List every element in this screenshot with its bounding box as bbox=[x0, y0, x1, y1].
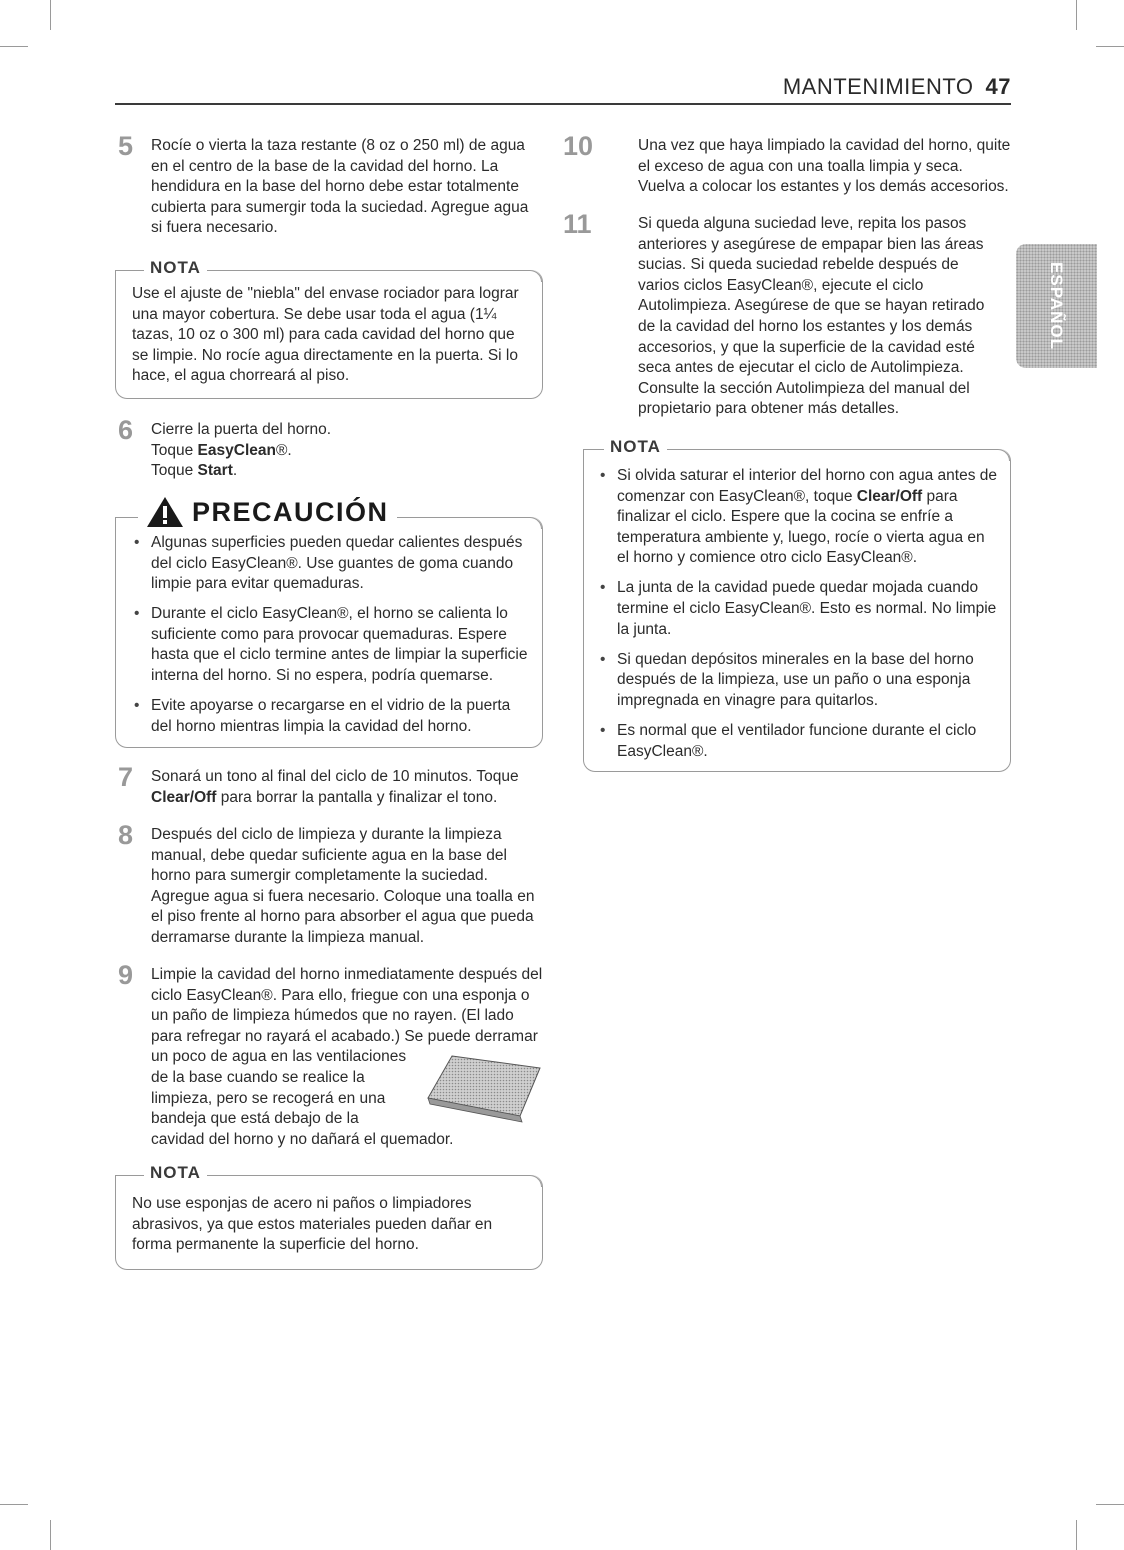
step-text: Una vez que haya limpiado la cavidad del horno, quite el exceso de agua con una toalla limpia y seca. Vuelva a colocar los estantes y los demás accesorios. bbox=[638, 137, 1011, 196]
caution-title-wrap bbox=[138, 495, 397, 529]
step-line: bandeja que está debajo de la bbox=[151, 1110, 359, 1128]
note-corner bbox=[998, 449, 1010, 461]
crop-mark bbox=[0, 46, 28, 47]
text-run: ®. bbox=[275, 441, 292, 459]
header-rule bbox=[115, 103, 1011, 105]
caution-item: • Durante el ciclo EasyClean®, el horno se calienta lo suficiente como para provocar quemaduras. Espere hasta que el ciclo termine antes de limpiar la superficie interna del horno. Si no espera, podría quemarse. bbox=[134, 604, 532, 686]
note-box bbox=[115, 258, 543, 399]
note-box bbox=[115, 1163, 543, 1270]
language-tab bbox=[1016, 244, 1097, 368]
note-text: Use el ajuste de "niebla" del envase rociador para lograr una mayor cobertura. Se debe usar toda el agua (1¼ tazas, 10 oz o 300 ml) para cada cavidad del horno que se limpie. No rocíe agua directamente en la puerta. Si lo hace, el agua chorreará al piso. bbox=[132, 285, 519, 385]
note-title: NOTA bbox=[144, 1163, 207, 1183]
crop-mark bbox=[0, 1504, 28, 1505]
crop-mark bbox=[50, 0, 51, 30]
note-item: • Si quedan depósitos minerales en la base del horno después de la limpieza, use un paño o una esponja impregnada en vinagre para quitarlos. bbox=[600, 650, 998, 712]
text-run: Si olvida saturar el interior del horno con agua antes de comenzar con EasyClean®, toque bbox=[617, 467, 997, 505]
section-title: MANTENIMIENTO bbox=[782, 74, 974, 99]
text-run: . bbox=[232, 462, 238, 480]
note-header bbox=[116, 1163, 542, 1187]
text-run: Sonará un tono al final del ciclo de 10 minutos. Toque bbox=[151, 768, 519, 785]
step-number: 9 bbox=[118, 960, 134, 990]
note-text: No use esponjas de acero ni paños o limpiadores abrasivos, ya que estos materiales pueden dañar en forma permanente la superficie del horno. bbox=[132, 1195, 493, 1254]
step-line: Cierre la puerta del horno. bbox=[151, 421, 332, 438]
note-item bbox=[600, 466, 998, 569]
step-text: Rocíe o vierta la taza restante (8 oz o 250 ml) de agua en el centro de la base de la cavidad del horno. La hendidura en la base del horno debe estar totalmente cubierta para sumergir toda la suciedad. Agregue agua si fuera necesario. bbox=[151, 137, 529, 237]
note-item: • La junta de la cavidad puede quedar mojada cuando termine el ciclo EasyClean®. Esto es normal. No limpie la junta. bbox=[600, 578, 998, 640]
step-line bbox=[151, 461, 543, 482]
step-8 bbox=[118, 820, 543, 949]
step-line: un poco de agua en las ventilaciones bbox=[151, 1048, 407, 1066]
step-text bbox=[151, 767, 543, 808]
step-line: cavidad del horno y no dañará el quemador. bbox=[151, 1130, 454, 1148]
caution-list bbox=[134, 533, 532, 747]
caution-item: • Algunas superficies pueden quedar calientes después del ciclo EasyClean®. Use guantes de goma cuando limpie para evitar quemaduras. bbox=[134, 533, 532, 595]
sponge-illustration bbox=[424, 1052, 542, 1124]
step-text: Después del ciclo de limpieza y durante la limpieza manual, debe quedar suficiente agua en la base del horno para sumergir completamente la suciedad. Agregue agua si fuera necesario. Coloque una toalla en el piso frente al horno para absorber el agua que pueda derramarse durante la limpieza manual. bbox=[151, 826, 535, 946]
step-5 bbox=[118, 131, 543, 239]
step-11 bbox=[563, 209, 1013, 420]
step-number: 11 bbox=[563, 209, 592, 239]
caution-item: • Evite apoyarse o recargarse en el vidrio de la puerta del horno mientras limpia la cavidad del horno. bbox=[134, 696, 532, 737]
crop-mark bbox=[1076, 1520, 1077, 1550]
step-line bbox=[151, 441, 543, 462]
note-item: • Es normal que el ventilador funcione durante el ciclo EasyClean®. bbox=[600, 721, 998, 762]
text-run: para finalizar el ciclo. Espere que la cocina se enfríe a temperatura ambiente y, luego, rocíe o vierta agua en el horno y comience otro ciclo EasyClean®. bbox=[617, 487, 985, 567]
page-number: 47 bbox=[985, 74, 1011, 99]
language-tab-label: ESPAÑOL bbox=[1047, 262, 1066, 350]
text-run: para borrar la pantalla y finalizar el tono. bbox=[216, 788, 498, 806]
clear-off-label: Clear/Off bbox=[856, 487, 923, 505]
note-corner bbox=[530, 1175, 542, 1187]
step-7 bbox=[118, 762, 543, 808]
note-title: NOTA bbox=[604, 437, 667, 457]
step-number: 5 bbox=[118, 131, 134, 161]
warning-icon bbox=[146, 495, 184, 529]
crop-mark bbox=[1096, 1504, 1124, 1505]
caution-corner bbox=[530, 517, 542, 529]
step-number: 7 bbox=[118, 762, 134, 792]
text-run: Toque bbox=[151, 441, 198, 459]
crop-mark bbox=[1076, 0, 1077, 30]
note-box bbox=[583, 437, 1011, 772]
note-header bbox=[584, 437, 1010, 461]
step-10 bbox=[563, 131, 1013, 198]
step-text bbox=[151, 420, 543, 482]
caution-box bbox=[115, 496, 543, 748]
crop-mark bbox=[1096, 46, 1124, 47]
note-header bbox=[116, 258, 542, 282]
step-line: de la base cuando se realice la bbox=[151, 1068, 365, 1086]
step-line: limpieza, pero se recogerá en una bbox=[151, 1089, 386, 1107]
text-run: Toque bbox=[151, 462, 198, 480]
step-text: Si queda alguna suciedad leve, repita los pasos anteriores y asegúrese de empapar bien las áreas sucias. Si queda suciedad rebelde después de varios ciclos EasyClean®, ejecute el ciclo Autolimpieza. Asegúrese de que se hayan retirado de la cavidad del horno los estantes y los demás accesorios, y que la superficie de la cavidad esté seca antes de ejecutar el ciclo de Autolimpieza. Consulte la sección Autolimpieza del manual del propietario para obtener más detalles. bbox=[638, 215, 985, 418]
step-number: 10 bbox=[563, 131, 594, 161]
note-corner bbox=[530, 270, 542, 282]
note-list bbox=[600, 466, 998, 772]
step-6 bbox=[118, 415, 543, 482]
clear-off-label: Clear/Off bbox=[151, 788, 217, 806]
easyclean-label: EasyClean bbox=[197, 441, 276, 459]
step-number: 8 bbox=[118, 820, 134, 850]
step-number: 6 bbox=[118, 415, 134, 445]
note-title: NOTA bbox=[144, 258, 207, 278]
page-header bbox=[783, 74, 1011, 100]
caution-title: PRECAUCIÓN bbox=[192, 496, 389, 527]
crop-mark bbox=[50, 1520, 51, 1550]
start-label: Start bbox=[197, 462, 233, 480]
step-paragraph: Limpie la cavidad del horno inmediatamente después del ciclo EasyClean®. Para ello, friegue con una esponja o un paño de limpieza húmedos que no rayen. (El lado para refregar no rayará el acabado.) Se puede derramar bbox=[151, 966, 543, 1045]
